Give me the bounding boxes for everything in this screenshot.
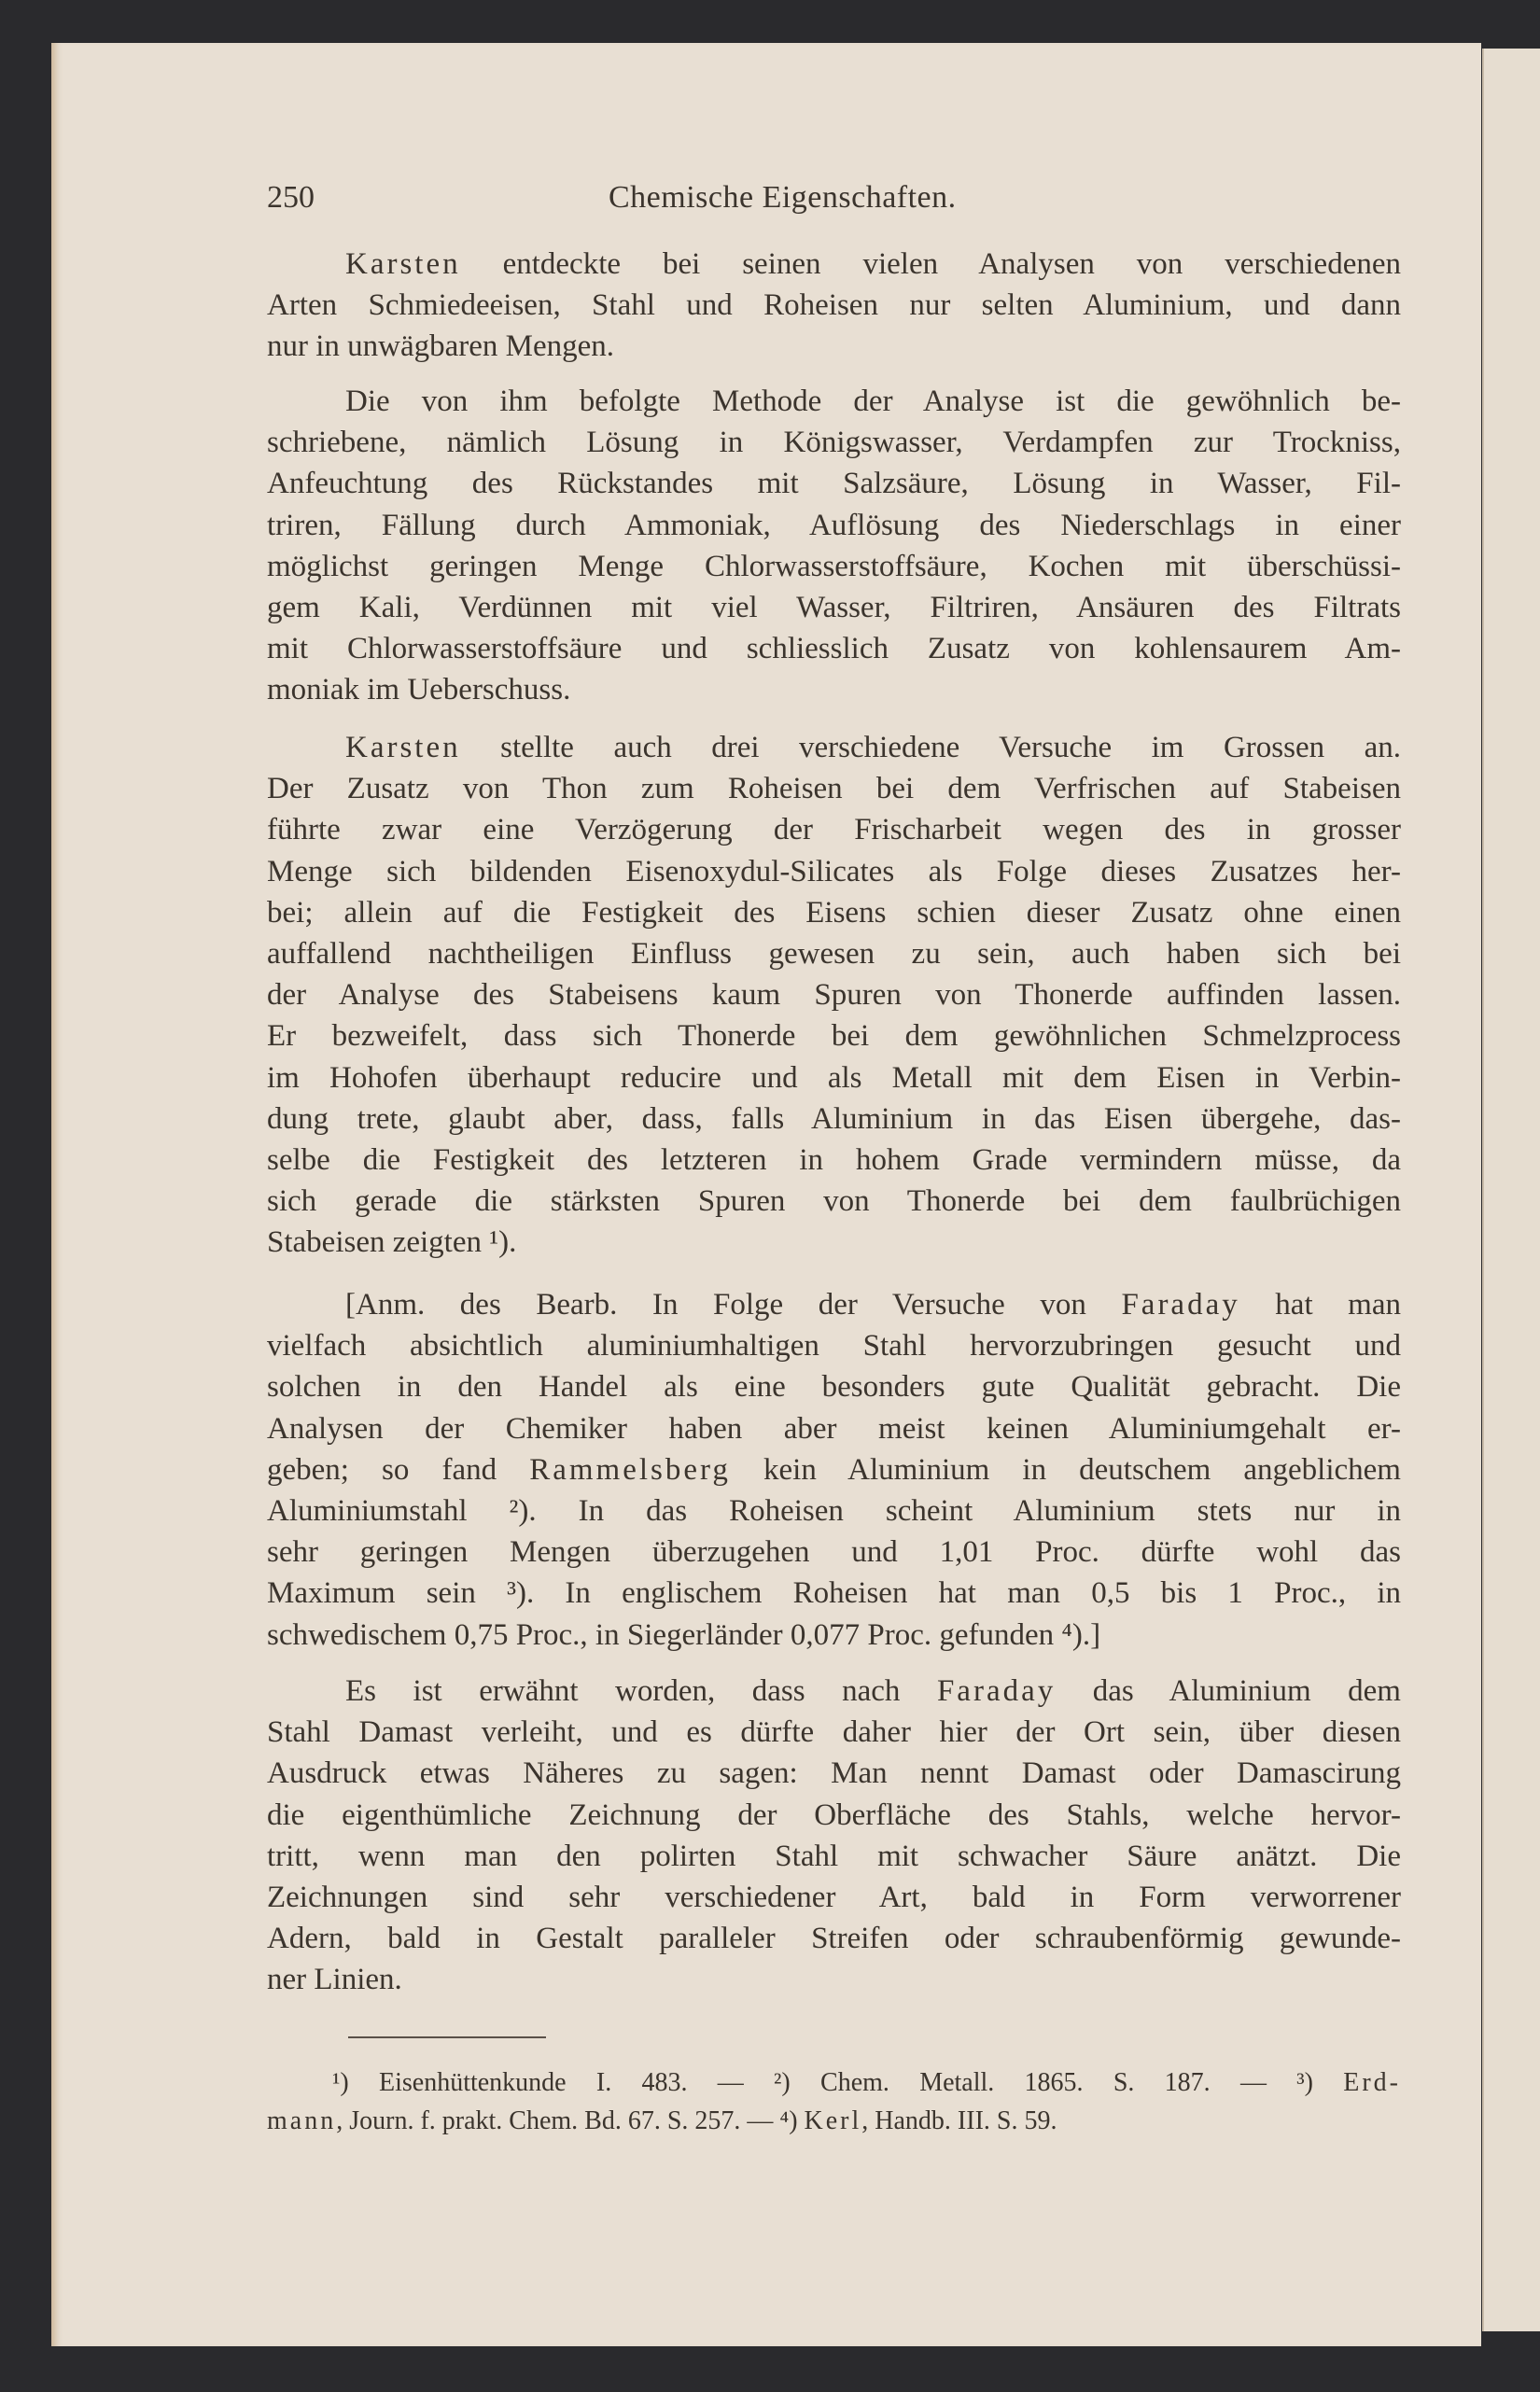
text-line: [267, 1959, 1401, 2000]
spaced-name: Faraday: [936, 1674, 1057, 1708]
text-line: [267, 809, 1401, 850]
text-line: [267, 1181, 1401, 1222]
text-segment: tritt, wenn man den polirten Stahl mit schwacher Säure anätzt. Die: [267, 1839, 1401, 1873]
text-line: [267, 1836, 1401, 1877]
text-segment: moniak im Ueberschuss.: [267, 673, 571, 707]
text-segment: hat man: [1239, 1288, 1401, 1322]
text-segment: Aluminiumstahl ²). In das Roheisen scheint Aluminium stets nur in: [267, 1493, 1401, 1528]
text-segment: führte zwar eine Verzögerung der Frischarbeit wegen des in grosser: [267, 813, 1401, 847]
text-segment: Adern, bald in Gestalt paralleler Streifen oder schraubenförmig gewunde-: [267, 1922, 1401, 1956]
text-segment: im Hohofen überhaupt reducire und als Metall mit dem Eisen in Verbin-: [267, 1060, 1401, 1095]
text-line: [267, 669, 1401, 710]
text-line: [267, 974, 1401, 1015]
text-line: [267, 768, 1401, 809]
text-line: [267, 1325, 1401, 1366]
text-line: [267, 1015, 1401, 1056]
spaced-name: Karsten: [345, 247, 461, 281]
spaced-name: Rammelsberg: [529, 1452, 731, 1487]
text-segment: auffallend nachtheiligen Einfluss gewesen zu sein, auch haben sich bei: [267, 936, 1401, 971]
text-line: [267, 1408, 1401, 1449]
text-line: [267, 1615, 1401, 1656]
text-line: [267, 1098, 1401, 1140]
paragraph-5: [267, 1671, 1401, 2001]
spaced-name: Faraday: [1121, 1288, 1240, 1322]
text-line: [267, 381, 1401, 422]
text-line: [267, 1284, 1401, 1325]
text-segment: entdeckte bei seinen vielen Analysen von verschiedenen: [460, 247, 1401, 281]
paragraph-3: [267, 727, 1401, 1263]
text-line: [267, 1222, 1401, 1263]
text-segment: Zeichnungen sind sehr verschiedener Art, bald in Form verworrener: [267, 1880, 1401, 1914]
page-number: 250: [267, 180, 315, 215]
text-segment: nur in unwägbaren Mengen.: [267, 329, 615, 364]
text-line: [267, 463, 1401, 504]
text-line: [267, 1057, 1401, 1098]
text-line: [267, 1671, 1401, 1712]
text-line: [267, 2063, 1401, 2102]
text-segment: geben; so fand: [267, 1452, 530, 1487]
text-segment: , Journ. f. prakt. Chem. Bd. 67. S. 257. — ⁴): [336, 2106, 805, 2135]
text-segment: Er bezweifelt, dass sich Thonerde bei dem gewöhnlichen Schmelzprocess: [267, 1019, 1401, 1054]
text-line: [267, 285, 1401, 326]
text-line: [267, 933, 1401, 974]
text-segment: , Handb. III. S. 59.: [861, 2106, 1057, 2135]
text-segment: vielfach absichtlich aluminiumhaltigen Stahl hervorzubringen gesucht und: [267, 1329, 1401, 1364]
text-segment: solchen in den Handel als eine besonders gute Qualität gebracht. Die: [267, 1370, 1401, 1405]
text-segment: sehr geringen Mengen überzugehen und 1,01 Proc. dürfte wohl das: [267, 1535, 1401, 1570]
text-segment: möglichst geringen Menge Chlorwasserstoffsäure, Kochen mit überschüssi-: [267, 549, 1401, 583]
text-segment: ¹) Eisenhüttenkunde I. 483. — ²) Chem. Metall. 1865. S. 187. — ³): [332, 2068, 1344, 2097]
text-line: [267, 326, 1401, 367]
text-segment: Menge sich bildenden Eisenoxydul-Silicates als Folge dieses Zusatzes her-: [267, 854, 1401, 888]
text-line: [267, 727, 1401, 768]
text-segment: Der Zusatz von Thon zum Roheisen bei dem Verfrischen auf Stabeisen: [267, 772, 1401, 806]
text-line: [267, 851, 1401, 892]
paragraph-2: [267, 381, 1401, 711]
text-segment: sich gerade die stärksten Spuren von Thonerde bei dem faulbrüchigen: [267, 1184, 1401, 1219]
text-segment: Anfeuchtung des Rückstandes mit Salzsäure, Lösung in Wasser, Fil-: [267, 467, 1401, 501]
text-segment: Stahl Damast verleiht, und es dürfte daher hier der Ort sein, über diesen: [267, 1715, 1401, 1750]
spaced-name: Erd-: [1343, 2068, 1401, 2097]
paragraph-4-editor-note: [267, 1284, 1401, 1656]
text-line: [267, 546, 1401, 587]
text-segment: [Anm. des Bearb. In Folge der Versuche von: [345, 1288, 1122, 1322]
text-segment: das Aluminium dem: [1056, 1674, 1401, 1708]
text-segment: bei; allein auf die Festigkeit des Eisens schien dieser Zusatz ohne einen: [267, 895, 1401, 930]
text-segment: stellte auch drei verschiedene Versuche im Grossen an.: [460, 731, 1401, 764]
text-segment: Ausdruck etwas Näheres zu sagen: Man nennt Damast oder Damascirung: [267, 1756, 1401, 1791]
spaced-name: Karsten: [345, 731, 461, 764]
text-segment: ner Linien.: [267, 1963, 402, 1997]
text-line: [267, 1795, 1401, 1836]
text-line: [267, 1449, 1401, 1490]
footnotes: [267, 2063, 1401, 2140]
text-segment: selbe die Festigkeit des letzteren in hohem Grade vermindern müsse, da: [267, 1142, 1401, 1177]
spaced-name: Kerl: [804, 2106, 862, 2135]
text-segment: die eigenthümliche Zeichnung der Oberfläche des Stahls, welche hervor-: [267, 1797, 1401, 1832]
text-segment: Analysen der Chemiker haben aber meist keinen Aluminiumgehalt er-: [267, 1411, 1401, 1446]
text-line: [267, 1712, 1401, 1753]
text-line: [267, 244, 1401, 285]
text-segment: der Analyse des Stabeisens kaum Spuren von Thonerde auffinden lassen.: [267, 978, 1401, 1013]
text-segment: triren, Fällung durch Ammoniak, Auflösung des Niederschlags in einer: [267, 508, 1401, 542]
text-line: [267, 1532, 1401, 1573]
running-title: Chemische Eigenschaften.: [609, 180, 957, 215]
text-segment: mit Chlorwasserstoffsäure und schliesslich Zusatz von kohlensaurem Am-: [267, 632, 1401, 666]
text-segment: Stabeisen zeigten ¹).: [267, 1225, 517, 1260]
text-line: [267, 628, 1401, 669]
text-line: [267, 587, 1401, 628]
text-line: [267, 1918, 1401, 1959]
text-line: [267, 422, 1401, 463]
text-line: [267, 1877, 1401, 1918]
text-segment: Maximum sein ³). In englischem Roheisen hat man 0,5 bis 1 Proc., in: [267, 1576, 1401, 1611]
text-line: [267, 2102, 1401, 2140]
text-line: [267, 1140, 1401, 1181]
text-line: [267, 892, 1401, 933]
text-segment: schwedischem 0,75 Proc., in Siegerländer 0,077 Proc. gefunden ⁴).]: [267, 1617, 1101, 1652]
text-segment: dung trete, glaubt aber, dass, falls Aluminium in das Eisen übergehe, das-: [267, 1101, 1401, 1136]
text-line: [267, 1490, 1401, 1532]
text-segment: Arten Schmiedeeisen, Stahl und Roheisen nur selten Aluminium, und dann: [267, 288, 1401, 323]
text-line: [267, 1753, 1401, 1794]
text-line: [267, 1366, 1401, 1407]
text-segment: Die von ihm befolgte Methode der Analyse ist die gewöhnlich be-: [345, 385, 1401, 418]
text-line: [267, 505, 1401, 546]
next-page-edge: [1482, 49, 1540, 2331]
text-segment: kein Aluminium in deutschem angeblichem: [730, 1452, 1401, 1487]
spaced-name: mann: [267, 2106, 337, 2135]
paragraph-1: [267, 244, 1401, 368]
text-segment: schriebene, nämlich Lösung in Königswasser, Verdampfen zur Trockniss,: [267, 426, 1401, 460]
text-line: [267, 1573, 1401, 1614]
footnote-rule: [348, 2036, 546, 2038]
text-segment: Es ist erwähnt worden, dass nach: [345, 1674, 937, 1708]
text-segment: gem Kali, Verdünnen mit viel Wasser, Filtriren, Ansäuren des Filtrats: [267, 590, 1401, 624]
